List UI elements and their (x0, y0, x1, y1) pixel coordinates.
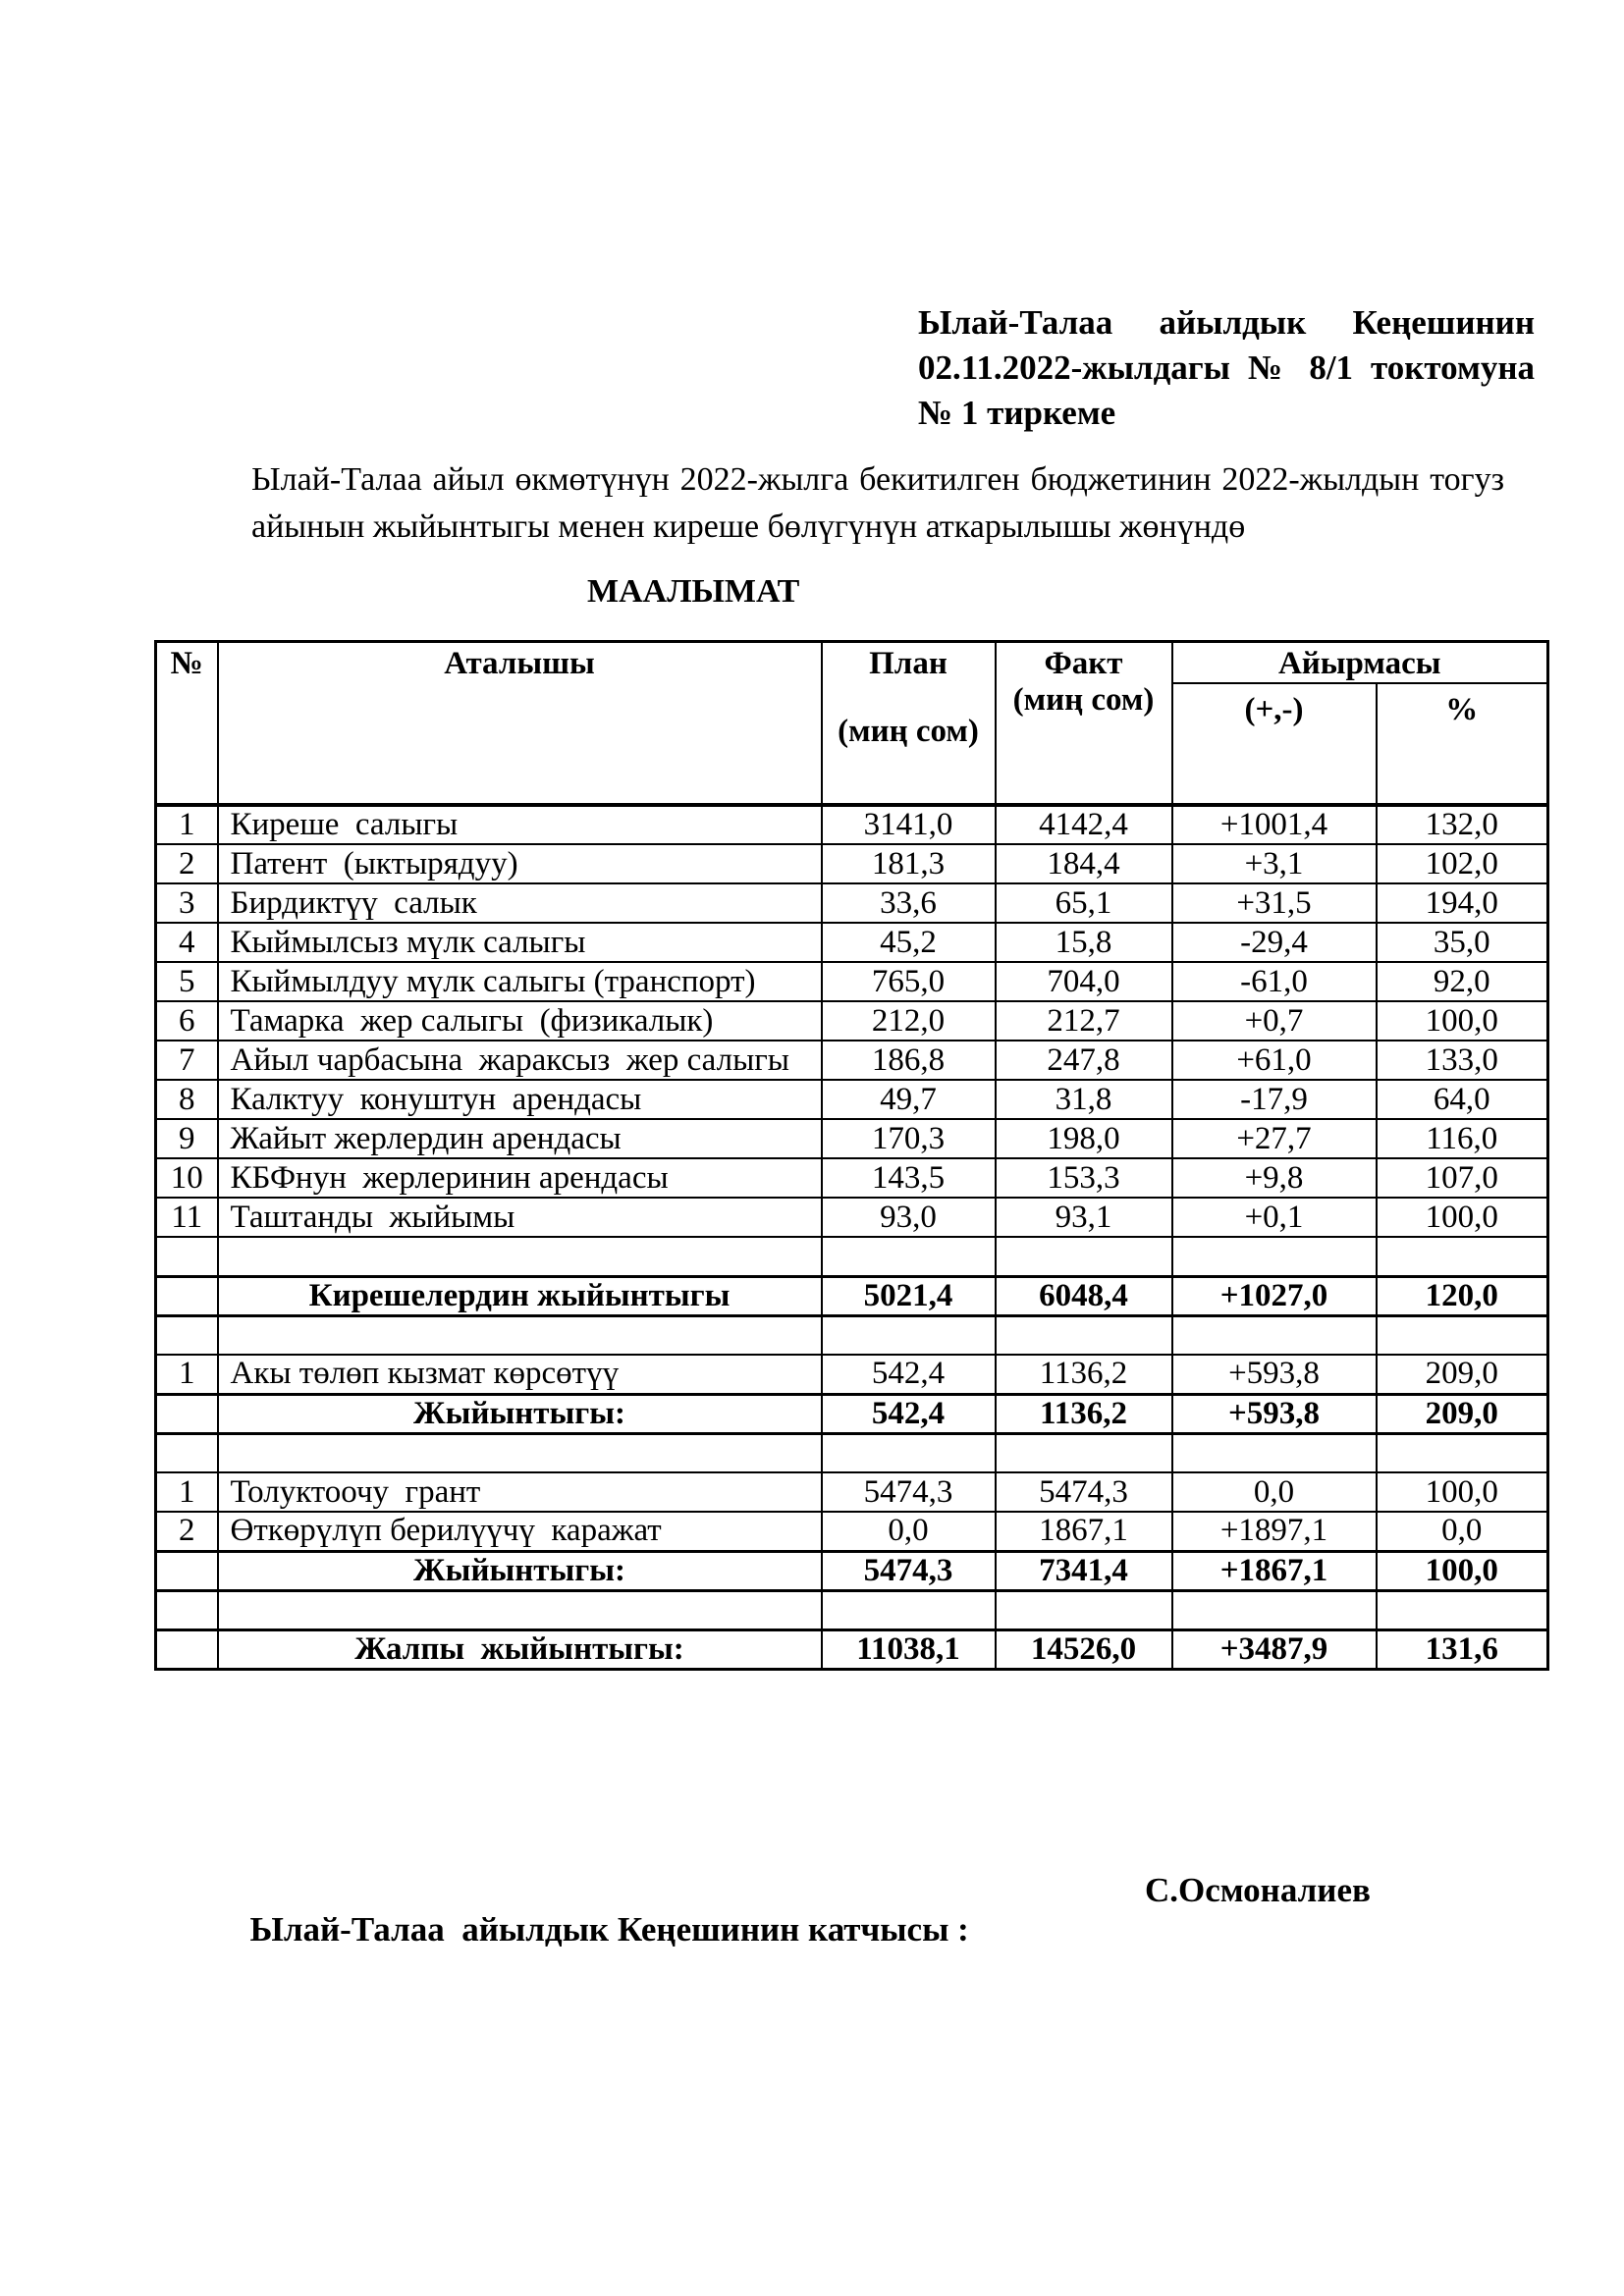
cell-diff: +31,5 (1172, 883, 1377, 923)
cell-num: 1 (156, 1355, 218, 1394)
cell-num (156, 1629, 218, 1669)
cell-pct: 100,0 (1377, 1472, 1548, 1512)
table-row (156, 1315, 1548, 1355)
cell-num: 3 (156, 883, 218, 923)
cell-fact: 198,0 (996, 1119, 1172, 1158)
cell-num (156, 1237, 218, 1276)
cell-name: Кыймылдуу мүлк салыгы (транспорт) (218, 962, 822, 1001)
col-header-diff: Айырмасы (1172, 642, 1548, 684)
cell-fact: 1136,2 (996, 1394, 1172, 1433)
cell-pct: 102,0 (1377, 844, 1548, 883)
table-row (156, 1629, 1548, 1669)
table-row (156, 805, 1548, 844)
cell-pct: 133,0 (1377, 1041, 1548, 1080)
cell-name: Толуктоочу грант (218, 1472, 822, 1512)
cell-fact: 93,1 (996, 1198, 1172, 1237)
intro-line-1: Ылай-Талаа айыл өкмөтүнүн 2022-жылга бекитилген бюджетинин 2022-жылдын тогуз (251, 461, 1504, 498)
table-body (156, 805, 1548, 1669)
cell-name (218, 1237, 822, 1276)
cell-name: Айыл чарбасына жараксыз жер салыгы (218, 1041, 822, 1080)
cell-diff: -61,0 (1172, 962, 1377, 1001)
corner-header-line-2: 02.11.2022-жылдагы № 8/1 токтомуна (918, 348, 1535, 387)
cell-plan: 45,2 (822, 923, 996, 962)
cell-diff: +0,1 (1172, 1198, 1377, 1237)
corner-header (918, 300, 1535, 436)
signature-label: Ылай-Талаа айылдык Кеңешинин катчысы : (249, 1910, 969, 1949)
cell-pct: 64,0 (1377, 1080, 1548, 1119)
cell-pct: 131,6 (1377, 1629, 1548, 1669)
cell-plan: 5474,3 (822, 1551, 996, 1590)
cell-num: 4 (156, 923, 218, 962)
cell-fact: 1136,2 (996, 1355, 1172, 1394)
cell-fact: 6048,4 (996, 1276, 1172, 1315)
cell-num (156, 1433, 218, 1472)
cell-name: Калктуу конуштун арендасы (218, 1080, 822, 1119)
cell-num (156, 1590, 218, 1629)
cell-diff: +3,1 (1172, 844, 1377, 883)
col-header-fact-unit: (миң сом) (1012, 682, 1155, 718)
cell-diff: +61,0 (1172, 1041, 1377, 1080)
cell-fact: 153,3 (996, 1158, 1172, 1198)
table-row (156, 844, 1548, 883)
cell-fact: 184,4 (996, 844, 1172, 883)
header-row-top (156, 642, 1548, 684)
cell-diff: +593,8 (1172, 1355, 1377, 1394)
cell-name (218, 1433, 822, 1472)
table-row (156, 1472, 1548, 1512)
cell-diff: +1867,1 (1172, 1551, 1377, 1590)
cell-pct: 116,0 (1377, 1119, 1548, 1158)
col-header-fact (996, 642, 1172, 806)
table-row (156, 1276, 1548, 1315)
cell-pct: 100,0 (1377, 1551, 1548, 1590)
cell-pct: 100,0 (1377, 1001, 1548, 1041)
cell-fact: 14526,0 (996, 1629, 1172, 1669)
cell-diff: +3487,9 (1172, 1629, 1377, 1669)
cell-num (156, 1551, 218, 1590)
cell-name (218, 1590, 822, 1629)
cell-diff (1172, 1590, 1377, 1629)
cell-fact: 15,8 (996, 923, 1172, 962)
cell-num (156, 1394, 218, 1433)
cell-num: 2 (156, 844, 218, 883)
cell-plan: 186,8 (822, 1041, 996, 1080)
table-row (156, 1433, 1548, 1472)
cell-diff: +593,8 (1172, 1394, 1377, 1433)
table-row (156, 1237, 1548, 1276)
cell-fact: 212,7 (996, 1001, 1172, 1041)
cell-fact: 4142,4 (996, 805, 1172, 844)
table-row (156, 1119, 1548, 1158)
cell-name: Жайыт жерлердин арендасы (218, 1119, 822, 1158)
cell-fact: 5474,3 (996, 1472, 1172, 1512)
cell-fact (996, 1315, 1172, 1355)
table-row (156, 1041, 1548, 1080)
cell-name: КБФнун жерлеринин арендасы (218, 1158, 822, 1198)
cell-plan: 0,0 (822, 1512, 996, 1551)
cell-plan (822, 1590, 996, 1629)
intro-line-2: айынын жыйынтыгы менен киреше бөлүгүнүн аткарылышы жөнүндө (251, 508, 1246, 545)
table-row (156, 923, 1548, 962)
cell-name: Өткөрүлүп берилүүчү каражат (218, 1512, 822, 1551)
cell-pct: 35,0 (1377, 923, 1548, 962)
cell-diff: -29,4 (1172, 923, 1377, 962)
cell-plan: 170,3 (822, 1119, 996, 1158)
cell-num: 8 (156, 1080, 218, 1119)
cell-pct: 132,0 (1377, 805, 1548, 844)
cell-name: Жыйынтыгы: (218, 1394, 822, 1433)
table-row (156, 1355, 1548, 1394)
cell-num: 7 (156, 1041, 218, 1080)
col-header-plan-unit: (миң сом) (838, 714, 979, 749)
col-header-diff-pct: % (1377, 683, 1548, 805)
cell-num (156, 1276, 218, 1315)
cell-plan: 765,0 (822, 962, 996, 1001)
cell-diff: -17,9 (1172, 1080, 1377, 1119)
table-row (156, 1394, 1548, 1433)
page-title: МААЛЫМАТ (587, 573, 800, 610)
cell-num (156, 1315, 218, 1355)
cell-plan: 93,0 (822, 1198, 996, 1237)
table-row (156, 1158, 1548, 1198)
table-row (156, 1590, 1548, 1629)
cell-pct: 0,0 (1377, 1512, 1548, 1551)
cell-plan: 143,5 (822, 1158, 996, 1198)
cell-name: Киреше салыгы (218, 805, 822, 844)
cell-fact (996, 1590, 1172, 1629)
corner-header-line-1: Ылай-Талаа айылдык Кеңешинин (918, 303, 1535, 342)
table-header (156, 642, 1548, 806)
cell-plan: 3141,0 (822, 805, 996, 844)
cell-fact: 1867,1 (996, 1512, 1172, 1551)
cell-fact (996, 1237, 1172, 1276)
table-row (156, 1551, 1548, 1590)
col-header-plan-title: План (869, 646, 947, 681)
cell-diff: +0,7 (1172, 1001, 1377, 1041)
cell-pct (1377, 1590, 1548, 1629)
signature-line (233, 1871, 1509, 1989)
budget-table (154, 640, 1549, 1671)
cell-num: 2 (156, 1512, 218, 1551)
cell-name: Бирдиктүү салык (218, 883, 822, 923)
cell-num: 11 (156, 1198, 218, 1237)
table-row (156, 1198, 1548, 1237)
col-header-num: № (156, 642, 218, 806)
cell-diff (1172, 1315, 1377, 1355)
table-row (156, 1001, 1548, 1041)
cell-num: 9 (156, 1119, 218, 1158)
cell-num: 6 (156, 1001, 218, 1041)
cell-name: Жыйынтыгы: (218, 1551, 822, 1590)
cell-name: Кирешелердин жыйынтыгы (218, 1276, 822, 1315)
cell-plan: 5021,4 (822, 1276, 996, 1315)
cell-diff: +1001,4 (1172, 805, 1377, 844)
signature-name: С.Осмоналиев (1145, 1871, 1371, 1909)
cell-plan (822, 1315, 996, 1355)
cell-plan: 181,3 (822, 844, 996, 883)
cell-pct: 120,0 (1377, 1276, 1548, 1315)
cell-pct: 209,0 (1377, 1394, 1548, 1433)
col-header-fact-title: Факт (1044, 646, 1123, 681)
cell-plan (822, 1237, 996, 1276)
corner-header-line-3: № 1 тиркеме (918, 394, 1116, 432)
cell-pct (1377, 1237, 1548, 1276)
cell-fact: 247,8 (996, 1041, 1172, 1080)
cell-diff: +1027,0 (1172, 1276, 1377, 1315)
cell-name: Таштанды жыйымы (218, 1198, 822, 1237)
col-header-name: Аталышы (218, 642, 822, 806)
cell-plan: 212,0 (822, 1001, 996, 1041)
cell-pct: 100,0 (1377, 1198, 1548, 1237)
cell-pct (1377, 1315, 1548, 1355)
cell-plan: 542,4 (822, 1394, 996, 1433)
cell-diff: 0,0 (1172, 1472, 1377, 1512)
cell-diff: +27,7 (1172, 1119, 1377, 1158)
cell-plan: 33,6 (822, 883, 996, 923)
cell-num: 10 (156, 1158, 218, 1198)
cell-num: 1 (156, 805, 218, 844)
table-row (156, 883, 1548, 923)
cell-plan: 11038,1 (822, 1629, 996, 1669)
cell-pct: 107,0 (1377, 1158, 1548, 1198)
cell-plan (822, 1433, 996, 1472)
table-row (156, 1512, 1548, 1551)
cell-fact: 65,1 (996, 883, 1172, 923)
cell-name (218, 1315, 822, 1355)
cell-diff: +9,8 (1172, 1158, 1377, 1198)
cell-name: Жалпы жыйынтыгы: (218, 1629, 822, 1669)
cell-pct: 194,0 (1377, 883, 1548, 923)
cell-diff (1172, 1237, 1377, 1276)
cell-name: Патент (ыктырядуу) (218, 844, 822, 883)
cell-pct: 209,0 (1377, 1355, 1548, 1394)
cell-pct: 92,0 (1377, 962, 1548, 1001)
cell-diff: +1897,1 (1172, 1512, 1377, 1551)
cell-pct (1377, 1433, 1548, 1472)
cell-name: Кыймылсыз мүлк салыгы (218, 923, 822, 962)
cell-num: 1 (156, 1472, 218, 1512)
cell-fact: 31,8 (996, 1080, 1172, 1119)
cell-fact (996, 1433, 1172, 1472)
cell-plan: 542,4 (822, 1355, 996, 1394)
cell-fact: 7341,4 (996, 1551, 1172, 1590)
cell-name: Тамарка жер салыгы (физикалык) (218, 1001, 822, 1041)
cell-num: 5 (156, 962, 218, 1001)
cell-fact: 704,0 (996, 962, 1172, 1001)
cell-diff (1172, 1433, 1377, 1472)
cell-plan: 5474,3 (822, 1472, 996, 1512)
cell-name: Акы төлөп кызмат көрсөтүү (218, 1355, 822, 1394)
table-row (156, 1080, 1548, 1119)
col-header-diff-abs: (+,-) (1172, 683, 1377, 805)
col-header-plan (822, 642, 996, 806)
intro-paragraph (251, 456, 1504, 551)
table-row (156, 962, 1548, 1001)
cell-plan: 49,7 (822, 1080, 996, 1119)
